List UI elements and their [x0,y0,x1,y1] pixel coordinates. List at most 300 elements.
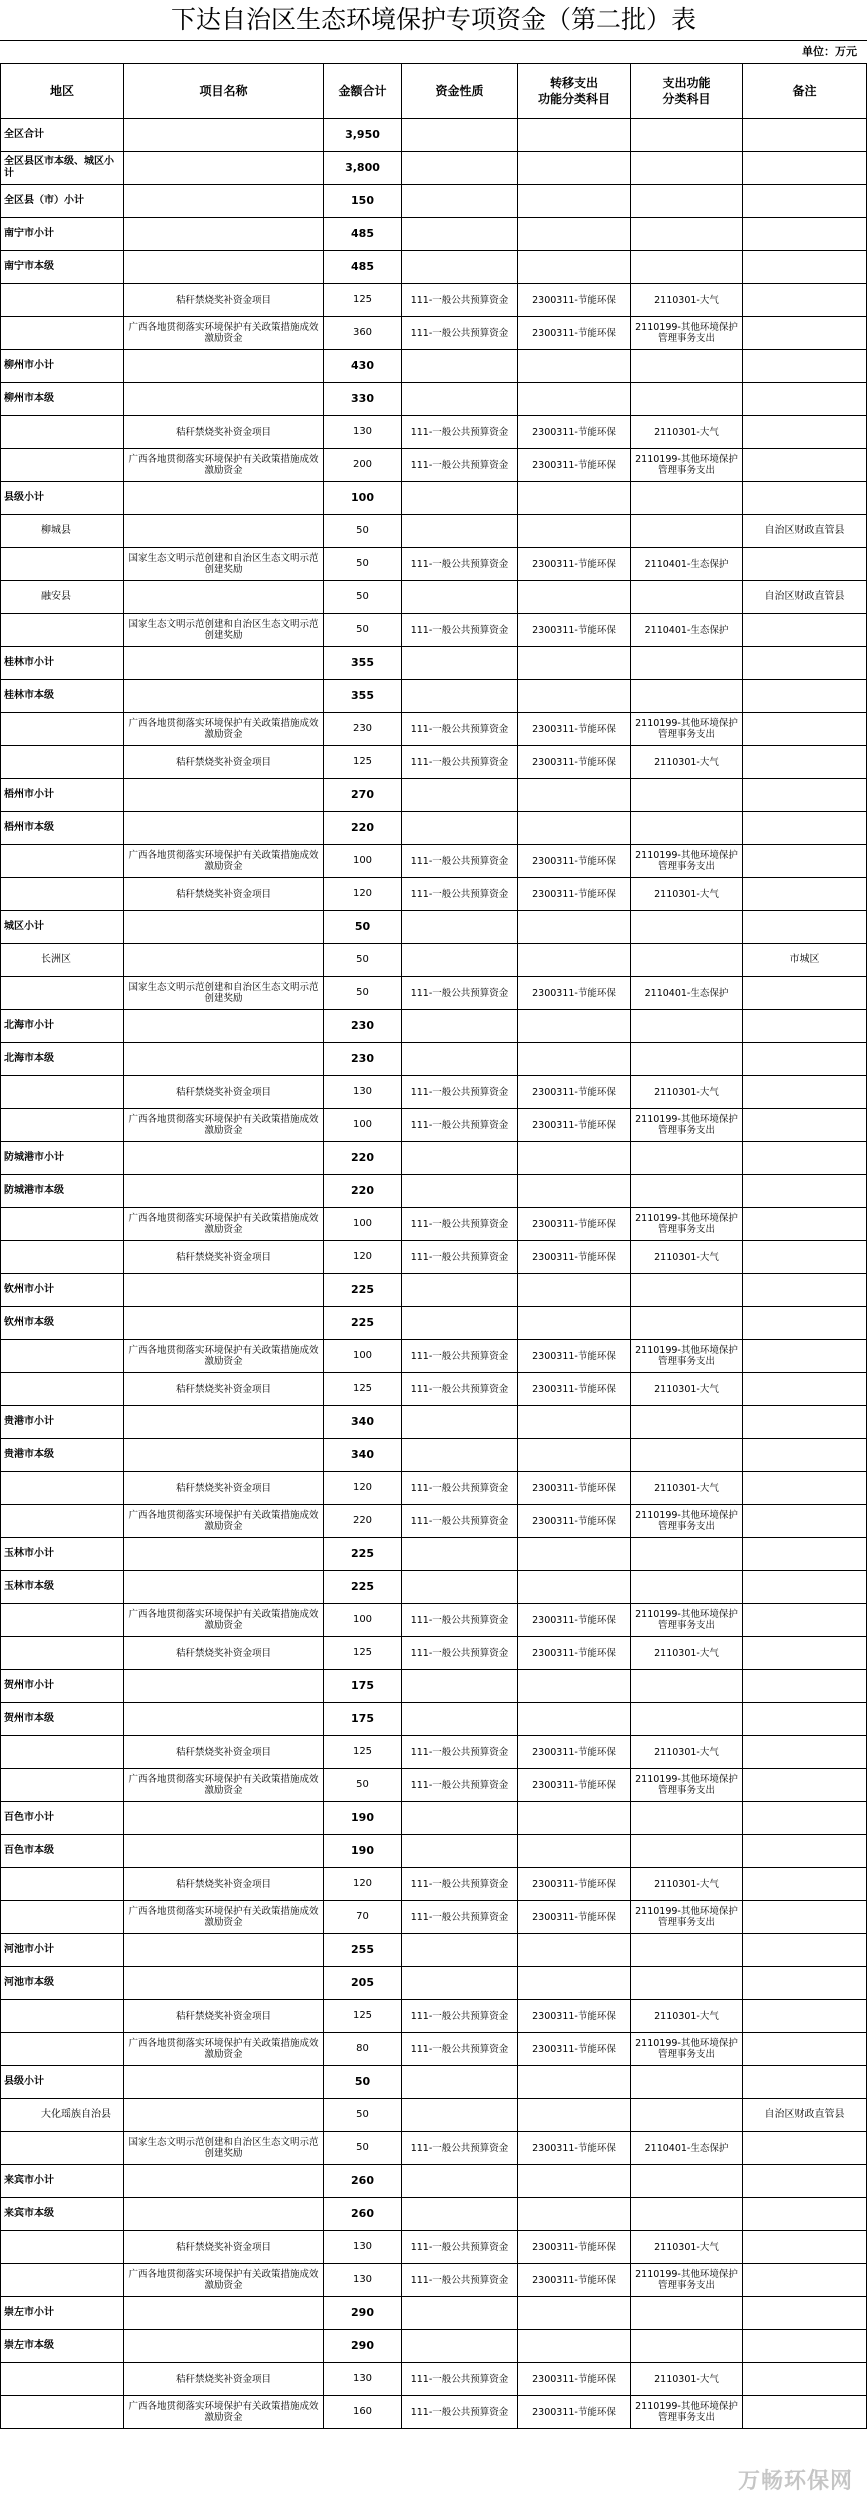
nature-cell: 111-一般公共预算资金 [402,548,518,581]
table-row [1,1901,867,1934]
transfer-cell: 2300311-节能环保 [518,2033,631,2066]
note-cell [743,1076,867,1109]
note-cell [743,1505,867,1538]
transfer-cell [518,1307,631,1340]
amount-cell: 125 [324,1736,402,1769]
table-row [1,1175,867,1208]
transfer-cell: 2300311-节能环保 [518,2396,631,2429]
amount-cell: 50 [324,515,402,548]
project-cell: 广西各地贯彻落实环境保护有关政策措施成效激励资金 [124,1109,324,1142]
amount-cell: 225 [324,1307,402,1340]
amount-cell: 3,950 [324,119,402,152]
func-cell: 2110401-生态保护 [631,2132,743,2165]
note-cell [743,977,867,1010]
amount-cell: 70 [324,1901,402,1934]
table-row [1,1208,867,1241]
note-cell [743,449,867,482]
func-cell [631,1703,743,1736]
table-row [1,383,867,416]
func-cell [631,350,743,383]
project-cell: 秸秆禁烧奖补资金项目 [124,1241,324,1274]
note-cell [743,680,867,713]
table-row [1,812,867,845]
note-cell: 市城区 [743,944,867,977]
func-cell: 2110301-大气 [631,2000,743,2033]
project-cell [124,515,324,548]
amount-cell: 190 [324,1802,402,1835]
note-cell [743,2198,867,2231]
project-cell: 秸秆禁烧奖补资金项目 [124,1076,324,1109]
transfer-cell [518,1010,631,1043]
func-cell: 2110301-大气 [631,2363,743,2396]
project-cell [124,1043,324,1076]
region-cell [1,2000,124,2033]
nature-cell [402,1538,518,1571]
project-cell [124,2099,324,2132]
region-cell [1,1868,124,1901]
nature-cell [402,218,518,251]
func-cell [631,2099,743,2132]
table-row [1,746,867,779]
transfer-cell: 2300311-节能环保 [518,1109,631,1142]
amount-cell: 50 [324,1769,402,1802]
table-row [1,449,867,482]
region-cell: 南宁市本级 [1,251,124,284]
project-cell: 秸秆禁烧奖补资金项目 [124,1637,324,1670]
project-cell [124,1406,324,1439]
amount-cell: 430 [324,350,402,383]
note-cell [743,1835,867,1868]
project-cell [124,218,324,251]
table-row [1,416,867,449]
transfer-cell: 2300311-节能环保 [518,1208,631,1241]
region-cell [1,2396,124,2429]
nature-cell [402,1703,518,1736]
project-cell: 国家生态文明示范创建和自治区生态文明示范创建奖励 [124,614,324,647]
nature-cell: 111-一般公共预算资金 [402,1505,518,1538]
transfer-cell: 2300311-节能环保 [518,2132,631,2165]
project-cell [124,2330,324,2363]
func-cell [631,1571,743,1604]
project-cell [124,1538,324,1571]
note-cell [743,218,867,251]
project-cell [124,581,324,614]
note-cell [743,1208,867,1241]
amount-cell: 290 [324,2330,402,2363]
nature-cell [402,1142,518,1175]
table-row [1,1802,867,1835]
func-cell [631,251,743,284]
project-cell [124,1703,324,1736]
func-cell [631,581,743,614]
project-cell: 广西各地贯彻落实环境保护有关政策措施成效激励资金 [124,2264,324,2297]
table-row [1,1934,867,1967]
nature-cell: 111-一般公共预算资金 [402,449,518,482]
transfer-cell [518,1835,631,1868]
table-row [1,944,867,977]
transfer-cell [518,218,631,251]
project-cell [124,1307,324,1340]
nature-cell [402,251,518,284]
note-cell [743,251,867,284]
note-cell [743,614,867,647]
page-title: 下达自治区生态环境保护专项资金（第二批）表 [170,5,696,34]
region-cell: 贺州市本级 [1,1703,124,1736]
region-cell: 钦州市小计 [1,1274,124,1307]
transfer-cell [518,2165,631,2198]
project-cell: 秸秆禁烧奖补资金项目 [124,878,324,911]
note-cell [743,812,867,845]
project-cell [124,1274,324,1307]
region-cell: 柳城县 [1,515,124,548]
nature-cell [402,647,518,680]
table-row [1,1571,867,1604]
transfer-cell: 2300311-节能环保 [518,2000,631,2033]
nature-cell: 111-一般公共预算资金 [402,977,518,1010]
nature-cell: 111-一般公共预算资金 [402,1373,518,1406]
func-cell [631,1934,743,1967]
amount-cell: 50 [324,977,402,1010]
project-cell: 秸秆禁烧奖补资金项目 [124,1373,324,1406]
project-cell: 广西各地贯彻落实环境保护有关政策措施成效激励资金 [124,713,324,746]
note-cell [743,1241,867,1274]
region-cell: 贵港市小计 [1,1406,124,1439]
region-cell: 北海市本级 [1,1043,124,1076]
region-cell [1,1241,124,1274]
project-cell: 广西各地贯彻落实环境保护有关政策措施成效激励资金 [124,1505,324,1538]
nature-cell: 111-一般公共预算资金 [402,1769,518,1802]
func-cell: 2110199-其他环境保护管理事务支出 [631,2396,743,2429]
project-cell: 秸秆禁烧奖补资金项目 [124,1868,324,1901]
table-row [1,1010,867,1043]
nature-cell [402,944,518,977]
amount-cell: 100 [324,845,402,878]
transfer-cell [518,2099,631,2132]
table-row [1,2264,867,2297]
nature-cell: 111-一般公共预算资金 [402,1472,518,1505]
amount-cell: 50 [324,548,402,581]
func-cell [631,2297,743,2330]
func-cell: 2110301-大气 [631,1637,743,1670]
table-row [1,119,867,152]
project-cell: 秸秆禁烧奖补资金项目 [124,2231,324,2264]
transfer-cell: 2300311-节能环保 [518,845,631,878]
table-row [1,1340,867,1373]
transfer-cell: 2300311-节能环保 [518,1604,631,1637]
table-row [1,1604,867,1637]
note-cell [743,482,867,515]
amount-cell: 100 [324,482,402,515]
transfer-cell [518,2198,631,2231]
region-cell [1,548,124,581]
table-row [1,581,867,614]
table-row [1,2033,867,2066]
func-cell [631,185,743,218]
region-cell [1,1109,124,1142]
table-row [1,218,867,251]
note-cell [743,416,867,449]
note-cell [743,1538,867,1571]
region-cell [1,878,124,911]
amount-cell: 260 [324,2198,402,2231]
table-row [1,2099,867,2132]
note-cell [743,1307,867,1340]
func-cell: 2110199-其他环境保护管理事务支出 [631,2033,743,2066]
nature-cell: 111-一般公共预算资金 [402,713,518,746]
amount-cell: 125 [324,746,402,779]
note-cell [743,119,867,152]
project-cell [124,2165,324,2198]
region-cell: 桂林市小计 [1,647,124,680]
nature-cell: 111-一般公共预算资金 [402,317,518,350]
project-cell: 广西各地贯彻落实环境保护有关政策措施成效激励资金 [124,2396,324,2429]
nature-cell: 111-一般公共预算资金 [402,2231,518,2264]
region-cell: 玉林市小计 [1,1538,124,1571]
project-cell: 秸秆禁烧奖补资金项目 [124,1472,324,1505]
transfer-cell: 2300311-节能环保 [518,746,631,779]
transfer-cell: 2300311-节能环保 [518,1241,631,1274]
amount-cell: 50 [324,944,402,977]
nature-cell [402,2165,518,2198]
nature-cell: 111-一般公共预算资金 [402,416,518,449]
table-row [1,284,867,317]
amount-cell: 230 [324,713,402,746]
func-cell: 2110301-大气 [631,1736,743,1769]
amount-cell: 360 [324,317,402,350]
nature-cell: 111-一般公共预算资金 [402,1340,518,1373]
nature-cell [402,1439,518,1472]
table-row [1,1142,867,1175]
note-cell [743,746,867,779]
table-row [1,317,867,350]
transfer-cell: 2300311-节能环保 [518,548,631,581]
amount-cell: 120 [324,1241,402,1274]
region-cell [1,1208,124,1241]
func-cell: 2110301-大气 [631,1868,743,1901]
amount-cell: 175 [324,1670,402,1703]
nature-cell [402,911,518,944]
nature-cell [402,1043,518,1076]
note-cell [743,1406,867,1439]
nature-cell: 111-一般公共预算资金 [402,746,518,779]
region-cell [1,317,124,350]
project-cell [124,251,324,284]
note-cell [743,845,867,878]
region-cell: 防城港市本级 [1,1175,124,1208]
note-cell [743,2264,867,2297]
transfer-cell: 2300311-节能环保 [518,284,631,317]
nature-cell [402,350,518,383]
project-cell [124,1802,324,1835]
table-row [1,1406,867,1439]
nature-cell: 111-一般公共预算资金 [402,2396,518,2429]
project-cell: 秸秆禁烧奖补资金项目 [124,1736,324,1769]
transfer-cell [518,680,631,713]
region-cell: 百色市小计 [1,1802,124,1835]
transfer-cell: 2300311-节能环保 [518,1868,631,1901]
amount-cell: 355 [324,680,402,713]
region-cell [1,449,124,482]
note-cell [743,1637,867,1670]
table-row [1,1505,867,1538]
amount-cell: 50 [324,2066,402,2099]
note-cell: 自治区财政直管县 [743,581,867,614]
transfer-cell [518,1175,631,1208]
amount-cell: 340 [324,1406,402,1439]
note-cell [743,2330,867,2363]
func-cell [631,1538,743,1571]
region-cell: 柳州市小计 [1,350,124,383]
region-cell: 柳州市本级 [1,383,124,416]
note-cell [743,1109,867,1142]
transfer-cell [518,119,631,152]
note-cell [743,713,867,746]
transfer-cell [518,2297,631,2330]
region-cell: 贵港市本级 [1,1439,124,1472]
table-row [1,680,867,713]
nature-cell [402,1934,518,1967]
note-cell [743,1571,867,1604]
note-cell [743,647,867,680]
table-row [1,1769,867,1802]
amount-cell: 485 [324,251,402,284]
func-cell: 2110199-其他环境保护管理事务支出 [631,845,743,878]
region-cell [1,614,124,647]
header-region: 地区 [1,64,124,119]
amount-cell: 125 [324,1637,402,1670]
func-cell: 2110301-大气 [631,2231,743,2264]
table-row [1,1538,867,1571]
func-cell [631,1835,743,1868]
table-row [1,1637,867,1670]
nature-cell: 111-一般公共预算资金 [402,284,518,317]
table-row [1,1835,867,1868]
project-cell [124,680,324,713]
nature-cell: 111-一般公共预算资金 [402,2363,518,2396]
region-cell: 来宾市本级 [1,2198,124,2231]
func-cell: 2110199-其他环境保护管理事务支出 [631,449,743,482]
region-cell: 玉林市本级 [1,1571,124,1604]
func-cell: 2110301-大气 [631,416,743,449]
amount-cell: 220 [324,1175,402,1208]
region-cell [1,1769,124,1802]
table-row [1,2231,867,2264]
amount-cell: 205 [324,1967,402,2000]
header-func: 支出功能 分类科目 [631,64,743,119]
note-cell [743,2000,867,2033]
amount-cell: 3,800 [324,152,402,185]
header-nature: 资金性质 [402,64,518,119]
project-cell: 秸秆禁烧奖补资金项目 [124,416,324,449]
func-cell: 2110301-大气 [631,284,743,317]
region-cell [1,416,124,449]
transfer-cell [518,1802,631,1835]
region-cell [1,2231,124,2264]
note-cell [743,1670,867,1703]
nature-cell [402,581,518,614]
transfer-cell: 2300311-节能环保 [518,713,631,746]
note-cell [743,1934,867,1967]
project-cell: 广西各地贯彻落实环境保护有关政策措施成效激励资金 [124,1208,324,1241]
func-cell: 2110199-其他环境保护管理事务支出 [631,317,743,350]
table-row [1,1373,867,1406]
transfer-cell: 2300311-节能环保 [518,2231,631,2264]
note-cell [743,1142,867,1175]
nature-cell [402,2297,518,2330]
table-row [1,1703,867,1736]
table-row [1,1274,867,1307]
region-cell: 北海市小计 [1,1010,124,1043]
region-cell [1,746,124,779]
table-row [1,1868,867,1901]
project-cell [124,1670,324,1703]
table-row [1,1439,867,1472]
amount-cell: 50 [324,2132,402,2165]
project-cell [124,185,324,218]
transfer-cell [518,515,631,548]
project-cell [124,119,324,152]
nature-cell: 111-一般公共预算资金 [402,2132,518,2165]
table-row [1,1109,867,1142]
func-cell: 2110401-生态保护 [631,548,743,581]
amount-cell: 100 [324,1208,402,1241]
transfer-cell [518,1439,631,1472]
nature-cell: 111-一般公共预算资金 [402,2033,518,2066]
amount-cell: 200 [324,449,402,482]
func-cell: 2110301-大气 [631,1076,743,1109]
amount-cell: 270 [324,779,402,812]
region-cell [1,284,124,317]
region-cell: 来宾市小计 [1,2165,124,2198]
amount-cell: 125 [324,1373,402,1406]
table-row [1,185,867,218]
project-cell [124,350,324,383]
nature-cell: 111-一般公共预算资金 [402,614,518,647]
transfer-cell: 2300311-节能环保 [518,1340,631,1373]
transfer-cell: 2300311-节能环保 [518,1472,631,1505]
region-cell [1,1736,124,1769]
nature-cell [402,1571,518,1604]
note-cell [743,1769,867,1802]
transfer-cell: 2300311-节能环保 [518,317,631,350]
amount-cell: 100 [324,1604,402,1637]
transfer-cell [518,647,631,680]
nature-cell: 111-一般公共预算资金 [402,1901,518,1934]
nature-cell [402,2066,518,2099]
region-cell: 百色市本级 [1,1835,124,1868]
nature-cell [402,812,518,845]
nature-cell: 111-一般公共预算资金 [402,1604,518,1637]
amount-cell: 260 [324,2165,402,2198]
nature-cell [402,482,518,515]
nature-cell: 111-一般公共预算资金 [402,878,518,911]
func-cell [631,1043,743,1076]
project-cell [124,944,324,977]
nature-cell [402,1967,518,2000]
func-cell: 2110301-大气 [631,1472,743,1505]
project-cell [124,152,324,185]
func-cell: 2110199-其他环境保护管理事务支出 [631,2264,743,2297]
nature-cell: 111-一般公共预算资金 [402,1736,518,1769]
region-cell: 钦州市本级 [1,1307,124,1340]
amount-cell: 330 [324,383,402,416]
region-cell [1,1505,124,1538]
region-cell: 全区合计 [1,119,124,152]
func-cell [631,779,743,812]
region-cell: 融安县 [1,581,124,614]
region-cell [1,2264,124,2297]
header-amount: 金额合计 [324,64,402,119]
